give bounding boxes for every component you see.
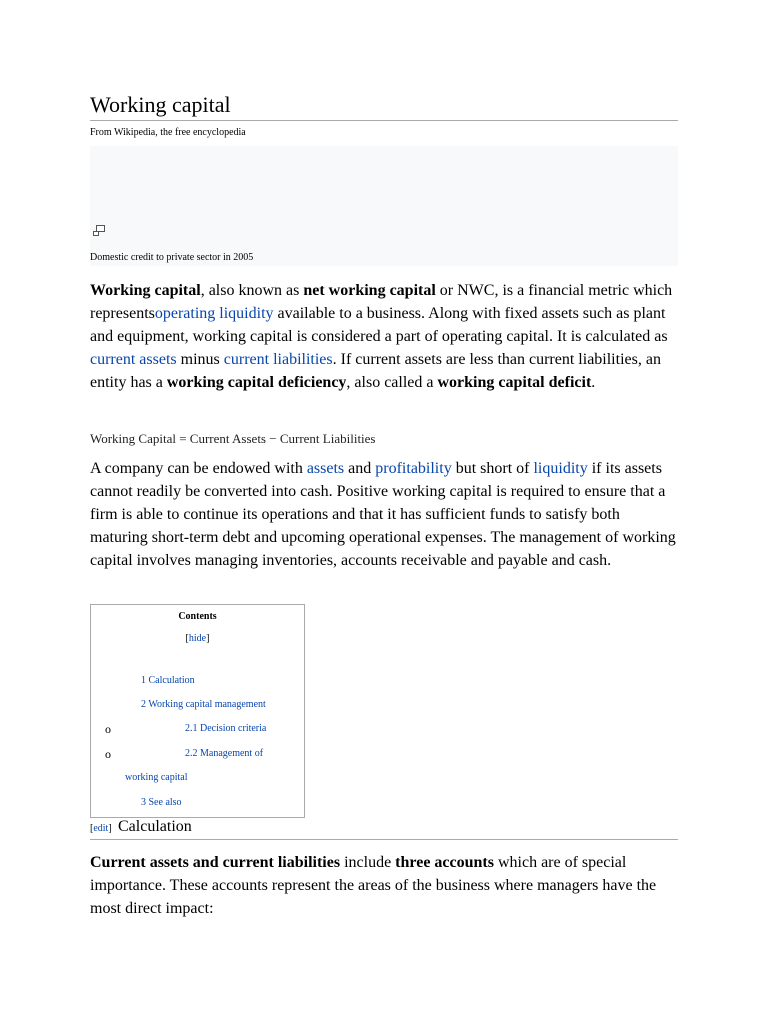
section-edit	[90, 823, 112, 835]
site-subtitle: From Wikipedia, the free encyclopedia	[90, 127, 246, 138]
page-title: Working capital	[90, 92, 678, 121]
bracket: [	[90, 823, 94, 834]
link-profitability[interactable]: profitability	[375, 460, 452, 477]
link-liquidity[interactable]: liquidity	[533, 460, 588, 477]
formula: Working Capital = Current Assets − Current Liabilities	[90, 431, 376, 446]
text-run: . If current assets are less than current liabilities, an entity has a	[90, 351, 661, 391]
section-divider	[90, 839, 678, 840]
table-of-contents	[90, 604, 305, 818]
toc-toggle	[91, 633, 304, 645]
link-current-assets[interactable]: current assets	[90, 351, 177, 368]
bullet-icon: o	[105, 722, 111, 736]
bracket: [	[185, 633, 189, 644]
bullet-icon: o	[105, 747, 111, 761]
bold-term: working capital deficit	[437, 374, 592, 391]
link-current-liabilities[interactable]: current liabilities	[223, 351, 333, 368]
text-run: available to a business. Along with fixed assets such as plant and equipment, working capital is considered a part of operating capital. It is calculated as	[90, 305, 668, 345]
text-run: and	[344, 460, 376, 477]
toc-hide-link[interactable]: hide	[188, 633, 207, 644]
text-run: include	[340, 854, 396, 871]
text-run: or NWC, is a financial metric which represents	[90, 282, 673, 322]
text-run: , also known as	[200, 282, 304, 299]
toc-title: Contents	[178, 611, 217, 622]
toc-item-calculation[interactable]: 1 Calculation	[141, 675, 195, 686]
text-run: .	[591, 374, 596, 391]
toc-item-working-capital-management[interactable]: 2 Working capital management	[141, 699, 266, 710]
bold-term: working capital deficiency	[166, 374, 347, 391]
toc-item-management-of-working-capital[interactable]: 2.2 Management of	[185, 748, 264, 759]
bracket: ]	[206, 633, 210, 644]
figure-thumbnail	[90, 146, 678, 266]
bold-term: Working capital	[90, 282, 201, 299]
link-assets[interactable]: assets	[306, 460, 345, 477]
intro-paragraph	[90, 279, 678, 394]
calculation-paragraph	[90, 851, 678, 920]
bold-term: Current assets and current liabilities	[90, 854, 341, 871]
text-run: but short of	[451, 460, 534, 477]
bold-term: three accounts	[395, 854, 494, 871]
edit-link[interactable]: edit	[93, 823, 109, 834]
section-heading-calculation: Calculation	[118, 818, 192, 835]
figure-caption: Domestic credit to private sector in 2005	[90, 252, 254, 263]
toc-item-see-also[interactable]: 3 See also	[141, 797, 182, 808]
liquidity-paragraph	[90, 457, 678, 572]
bold-term: net working capital	[303, 282, 436, 299]
toc-item-management-of-working-capital-cont[interactable]: working capital	[125, 772, 188, 783]
text-run: minus	[176, 351, 224, 368]
link-operating-liquidity[interactable]: operating liquidity	[154, 305, 274, 322]
text-run: , also called a	[346, 374, 438, 391]
bracket: ]	[108, 823, 112, 834]
text-run: if its assets cannot readily be converted into cash. Positive working capital is required to ensure that a firm is able to continue its operations and that it has sufficient funds to satisfy both maturing short-term debt and upcoming operational expenses. The management of working capital involves managing inventories, accounts receivable and payable and cash.	[90, 460, 676, 569]
text-run: which are of special importance. These accounts represent the areas of the business where managers have the most direct impact:	[90, 854, 657, 917]
magnify-clip-icon[interactable]	[92, 224, 106, 238]
toc-item-decision-criteria[interactable]: 2.1 Decision criteria	[185, 723, 267, 734]
text-run: A company can be endowed with	[90, 460, 307, 477]
